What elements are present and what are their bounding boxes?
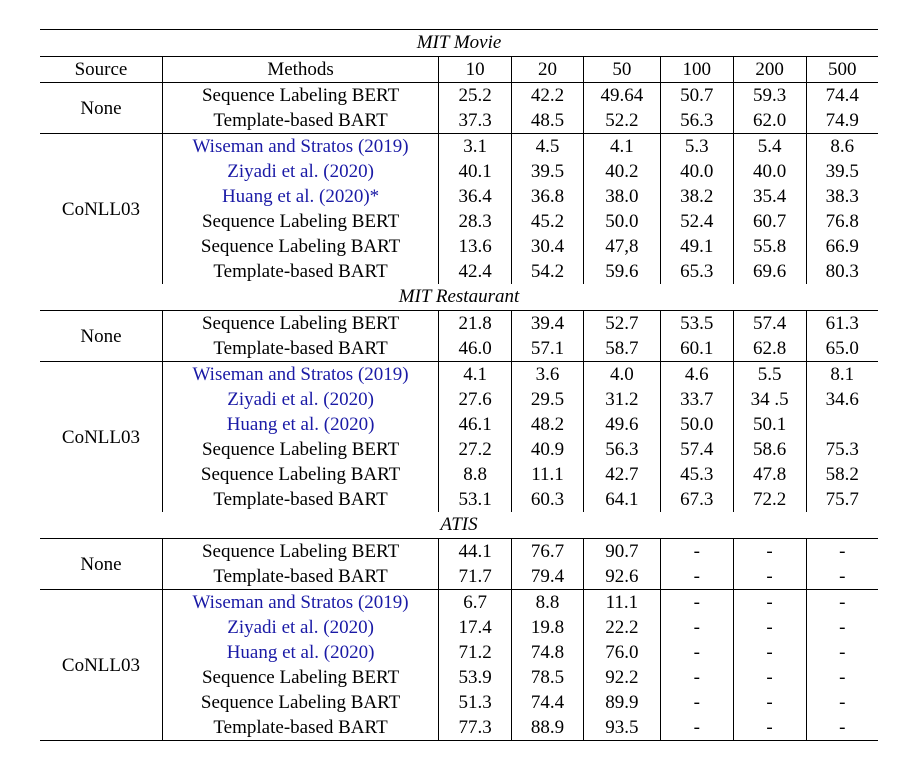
value-cell: 4.6 (660, 362, 733, 388)
value-cell: 50.1 (733, 412, 806, 437)
value-cell: 47,8 (583, 234, 660, 259)
value-cell: 8.1 (806, 362, 878, 388)
method-citation[interactable]: Wiseman and Stratos (2019) (162, 362, 438, 388)
value-cell: 51.3 (439, 690, 512, 715)
value-cell: 31.2 (583, 387, 660, 412)
value-cell: 65.3 (660, 259, 733, 284)
value-cell: 25.2 (439, 83, 512, 109)
value-cell: 57.4 (660, 437, 733, 462)
value-cell: 8.6 (806, 134, 878, 160)
value-cell: 28.3 (439, 209, 512, 234)
column-header: 20 (512, 57, 584, 83)
value-cell: 30.4 (512, 234, 584, 259)
value-cell: 58.7 (583, 336, 660, 362)
value-cell: 42.4 (439, 259, 512, 284)
table-row (40, 311, 878, 337)
value-cell: 74.8 (512, 640, 584, 665)
value-cell: 50.0 (583, 209, 660, 234)
value-cell: - (806, 715, 878, 741)
value-cell: 40.0 (733, 159, 806, 184)
value-cell: 38.0 (583, 184, 660, 209)
section-title-row (40, 512, 878, 539)
table-row (40, 83, 878, 109)
value-cell: 90.7 (583, 539, 660, 565)
value-cell: 36.8 (512, 184, 584, 209)
value-cell: - (733, 615, 806, 640)
section-title-row (40, 30, 878, 57)
method-citation[interactable]: Ziyadi et al. (2020) (162, 159, 438, 184)
method-citation[interactable]: Huang et al. (2020)* (162, 184, 438, 209)
value-cell: - (660, 690, 733, 715)
value-cell: 8.8 (512, 590, 584, 616)
method-cell: Sequence Labeling BERT (162, 437, 438, 462)
value-cell: 42.7 (583, 462, 660, 487)
value-cell: 52.4 (660, 209, 733, 234)
value-cell: 53.1 (439, 487, 512, 512)
table-row (40, 108, 878, 134)
value-cell: 57.4 (733, 311, 806, 337)
value-cell: 39.5 (825, 161, 859, 182)
value-cell: 75.3 (825, 439, 859, 460)
method-citation[interactable]: Ziyadi et al. (2020) (162, 615, 438, 640)
table-row (40, 184, 878, 209)
value-cell: 35.4 (733, 184, 806, 209)
table-row (40, 437, 878, 462)
table-body (40, 30, 878, 741)
value-cell: 74.4 (825, 85, 859, 106)
table-row (40, 387, 878, 412)
method-cell: Sequence Labeling BERT (162, 665, 438, 690)
value-cell: 69.6 (733, 259, 806, 284)
value-cell: 38.2 (660, 184, 733, 209)
value-cell: 67.3 (660, 487, 733, 512)
value-cell: 59.3 (733, 83, 806, 109)
value-cell: 58.2 (825, 464, 859, 485)
value-cell: 71.2 (439, 640, 512, 665)
value-cell: 45.2 (512, 209, 584, 234)
column-header: 500 (806, 57, 878, 83)
value-cell: 6.7 (439, 590, 512, 616)
value-cell: 34 .5 (733, 387, 806, 412)
value-cell: 5.4 (733, 134, 806, 160)
value-cell: 76.7 (512, 539, 584, 565)
value-cell: 53.9 (439, 665, 512, 690)
value-cell: 92.6 (583, 564, 660, 590)
method-citation[interactable]: Wiseman and Stratos (2019) (162, 134, 438, 160)
method-cell: Sequence Labeling BART (162, 462, 438, 487)
value-cell: 66.9 (825, 236, 859, 257)
column-header: 200 (733, 57, 806, 83)
value-cell: 93.5 (583, 715, 660, 741)
column-header: 100 (660, 57, 733, 83)
value-cell: 49.64 (583, 83, 660, 109)
value-cell: 88.9 (512, 715, 584, 741)
value-cell: 40.1 (439, 159, 512, 184)
source-cell: None (40, 311, 162, 362)
value-cell: 39.4 (512, 311, 584, 337)
value-cell: 19.8 (512, 615, 584, 640)
value-cell: 89.9 (583, 690, 660, 715)
value-cell: 76.8 (825, 211, 859, 232)
method-cell: Template-based BART (162, 564, 438, 590)
value-cell: 33.7 (660, 387, 733, 412)
value-cell: 80.3 (825, 261, 859, 282)
value-cell: - (806, 590, 878, 616)
header-row (40, 57, 878, 83)
value-cell: - (660, 539, 733, 565)
value-cell: 54.2 (512, 259, 584, 284)
value-cell: 64.1 (583, 487, 660, 512)
value-cell: 79.4 (512, 564, 584, 590)
value-cell: - (839, 566, 846, 587)
value-cell: 55.8 (733, 234, 806, 259)
section-title: MIT Restaurant (40, 284, 878, 311)
value-cell: 36.4 (439, 184, 512, 209)
method-cell: Sequence Labeling BERT (162, 209, 438, 234)
value-cell: 13.6 (439, 234, 512, 259)
value-cell: 49.1 (660, 234, 733, 259)
table-row (40, 487, 878, 512)
value-cell (806, 412, 878, 437)
value-cell: 40.2 (583, 159, 660, 184)
value-cell: 4.0 (583, 362, 660, 388)
source-cell: None (40, 539, 162, 590)
value-cell: 65.0 (825, 338, 859, 359)
value-cell: 38.3 (825, 186, 859, 207)
table-row (40, 234, 878, 259)
source-cell: CoNLL03 (40, 134, 162, 285)
value-cell: - (660, 615, 733, 640)
value-cell: 5.3 (660, 134, 733, 160)
results-table (40, 29, 878, 741)
column-header: 10 (439, 57, 512, 83)
table-row (40, 640, 878, 665)
value-cell: 4.1 (439, 362, 512, 388)
method-cell: Sequence Labeling BERT (162, 83, 438, 109)
value-cell: 46.1 (439, 412, 512, 437)
value-cell: 72.2 (733, 487, 806, 512)
value-cell: 46.0 (439, 336, 512, 362)
value-cell: 48.5 (512, 108, 584, 134)
value-cell: 49.6 (583, 412, 660, 437)
value-cell: 62.0 (733, 108, 806, 134)
value-cell: 5.5 (733, 362, 806, 388)
value-cell: 77.3 (439, 715, 512, 741)
value-cell: 71.7 (439, 564, 512, 590)
value-cell: - (660, 590, 733, 616)
table-row (40, 412, 878, 437)
column-header: 50 (583, 57, 660, 83)
method-cell: Sequence Labeling BART (162, 690, 438, 715)
value-cell: - (733, 539, 806, 565)
value-cell: 76.0 (583, 640, 660, 665)
value-cell: - (733, 564, 806, 590)
value-cell: 56.3 (583, 437, 660, 462)
method-cell: Template-based BART (162, 108, 438, 134)
value-cell: 39.5 (512, 159, 584, 184)
value-cell: 60.3 (512, 487, 584, 512)
value-cell: 74.4 (512, 690, 584, 715)
section-title: MIT Movie (40, 30, 878, 57)
value-cell: 60.1 (660, 336, 733, 362)
value-cell: 50.7 (660, 83, 733, 109)
table-row (40, 665, 878, 690)
method-cell: Template-based BART (162, 715, 438, 741)
value-cell: - (839, 692, 846, 713)
method-cell: Sequence Labeling BART (162, 234, 438, 259)
source-cell: CoNLL03 (40, 590, 162, 741)
method-citation[interactable]: Wiseman and Stratos (2019) (162, 590, 438, 616)
value-cell: 40.0 (660, 159, 733, 184)
value-cell: 57.1 (512, 336, 584, 362)
value-cell: - (733, 690, 806, 715)
value-cell: 21.8 (439, 311, 512, 337)
column-header: Source (40, 57, 162, 83)
value-cell: 17.4 (439, 615, 512, 640)
method-citation[interactable]: Ziyadi et al. (2020) (162, 387, 438, 412)
value-cell: 92.2 (583, 665, 660, 690)
method-cell: Template-based BART (162, 336, 438, 362)
value-cell: - (733, 665, 806, 690)
value-cell: 27.2 (439, 437, 512, 462)
table-row (40, 336, 878, 362)
table-row (40, 539, 878, 565)
value-cell: 75.7 (825, 489, 859, 510)
value-cell: 3.6 (512, 362, 584, 388)
method-cell: Sequence Labeling BERT (162, 539, 438, 565)
value-cell: 47.8 (733, 462, 806, 487)
table-row (40, 690, 878, 715)
section-title: ATIS (40, 512, 878, 539)
value-cell: 48.2 (512, 412, 584, 437)
method-cell: Template-based BART (162, 487, 438, 512)
value-cell: 58.6 (733, 437, 806, 462)
value-cell: - (839, 617, 846, 638)
value-cell: 40.9 (512, 437, 584, 462)
value-cell: 45.3 (660, 462, 733, 487)
table-row (40, 134, 878, 160)
table-row (40, 159, 878, 184)
value-cell: 44.1 (439, 539, 512, 565)
method-cell: Template-based BART (162, 259, 438, 284)
value-cell: 59.6 (583, 259, 660, 284)
table-row (40, 590, 878, 616)
value-cell: 22.2 (583, 615, 660, 640)
value-cell: 62.8 (733, 336, 806, 362)
source-cell: None (40, 83, 162, 134)
value-cell: - (839, 667, 846, 688)
value-cell: 74.9 (825, 110, 859, 131)
value-cell: 52.2 (583, 108, 660, 134)
method-citation[interactable]: Huang et al. (2020) (162, 412, 438, 437)
section-title-row (40, 284, 878, 311)
value-cell: 61.3 (825, 313, 859, 334)
value-cell: 11.1 (512, 462, 584, 487)
value-cell: - (839, 541, 846, 562)
value-cell: 50.0 (660, 412, 733, 437)
value-cell: - (733, 590, 806, 616)
table-row (40, 715, 878, 741)
value-cell: - (733, 715, 806, 741)
value-cell: 4.1 (583, 134, 660, 160)
column-header: Methods (162, 57, 438, 83)
value-cell: 60.7 (733, 209, 806, 234)
value-cell: 29.5 (512, 387, 584, 412)
value-cell: - (660, 564, 733, 590)
table-row (40, 615, 878, 640)
value-cell: - (660, 640, 733, 665)
value-cell: 42.2 (512, 83, 584, 109)
value-cell: - (839, 642, 846, 663)
value-cell: 78.5 (512, 665, 584, 690)
table-row (40, 564, 878, 590)
table-row (40, 259, 878, 284)
value-cell: 37.3 (439, 108, 512, 134)
value-cell: - (660, 715, 733, 741)
value-cell: 8.8 (439, 462, 512, 487)
value-cell: 11.1 (583, 590, 660, 616)
table-row (40, 462, 878, 487)
table-row (40, 362, 878, 388)
value-cell: 3.1 (439, 134, 512, 160)
method-cell: Sequence Labeling BERT (162, 311, 438, 337)
value-cell: - (660, 665, 733, 690)
method-citation[interactable]: Huang et al. (2020) (162, 640, 438, 665)
source-cell: CoNLL03 (40, 362, 162, 513)
value-cell: 34.6 (825, 389, 859, 410)
value-cell: 56.3 (660, 108, 733, 134)
value-cell: - (733, 640, 806, 665)
value-cell: 53.5 (660, 311, 733, 337)
value-cell: 27.6 (439, 387, 512, 412)
value-cell: 52.7 (583, 311, 660, 337)
table-row (40, 209, 878, 234)
value-cell: 4.5 (512, 134, 584, 160)
